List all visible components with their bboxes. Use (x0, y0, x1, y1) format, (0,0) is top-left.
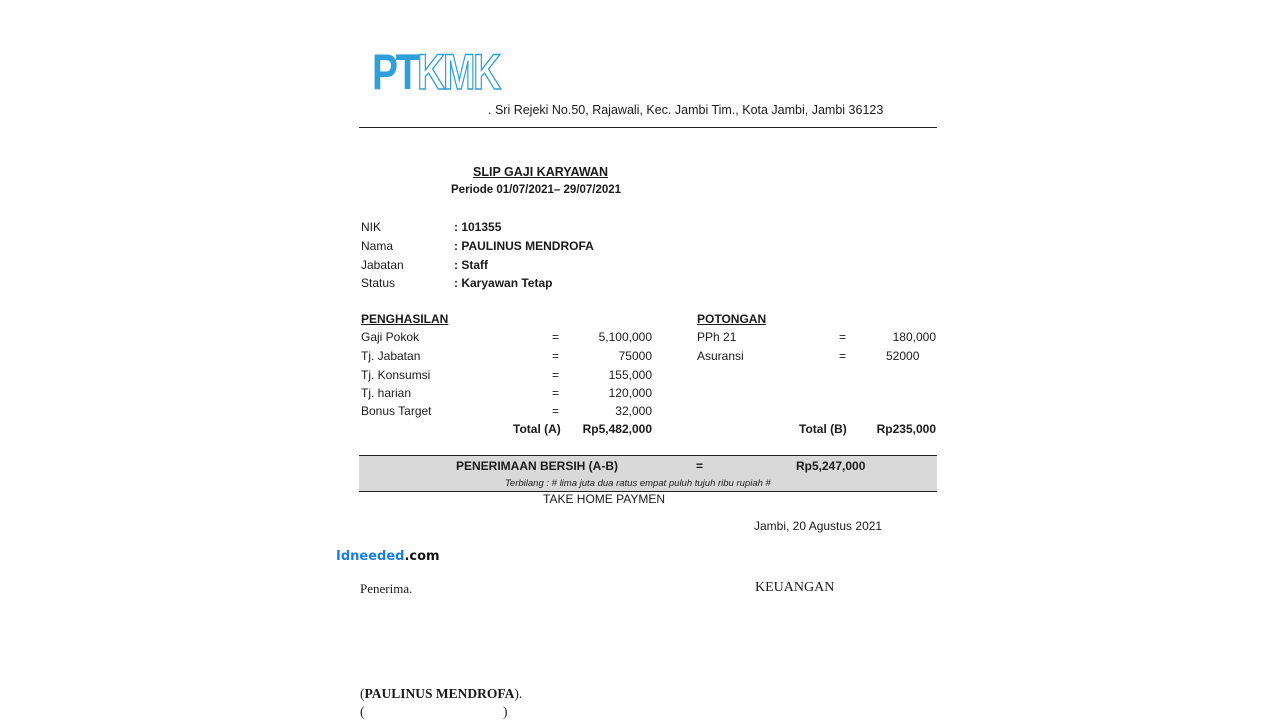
income-eq: = (552, 349, 560, 363)
income-heading: PENGHASILAN (361, 312, 449, 326)
watermark-blue: Idneeded (336, 549, 405, 564)
jabatan-label: Jabatan (361, 258, 404, 272)
income-total-value: Rp5,482,000 (582, 422, 652, 436)
receiver-label: Penerima. (360, 581, 413, 596)
income-value: 75000 (618, 349, 652, 363)
nama-label: Nama (361, 239, 394, 253)
income-eq: = (552, 368, 560, 382)
income-eq: = (552, 386, 560, 400)
deduction-value: 180,000 (892, 330, 936, 344)
income-value: 32,000 (615, 404, 652, 418)
receiver-name (360, 686, 522, 702)
deduction-label: Asuransi (697, 349, 744, 363)
paren-close: ). (514, 686, 523, 701)
deductions-total-value: Rp235,000 (876, 422, 936, 436)
status-value: : Karyawan Tetap (454, 276, 553, 290)
income-label: Gaji Pokok (361, 330, 420, 344)
company-address: . Sri Rejeki No.50, Rajawali, Kec. Jambi Tim., Kota Jambi, Jambi 36123 (488, 103, 884, 117)
income-total-label: Total (A) (513, 422, 561, 436)
logo-text-kmk: KMK (417, 44, 499, 100)
income-label: Tj. Konsumsi (361, 368, 431, 382)
income-value: 155,000 (608, 368, 652, 382)
deductions-heading: POTONGAN (697, 312, 767, 326)
income-label: Tj. harian (361, 386, 412, 400)
jabatan-value: : Staff (454, 258, 488, 272)
blank-line-close: ) (503, 704, 508, 719)
nik-label: NIK (361, 220, 382, 234)
logo-text-pt: PT (372, 44, 418, 100)
slip-title: SLIP GAJI KARYAWAN (473, 165, 608, 179)
income-eq: = (552, 404, 560, 418)
blank-line-open: ( (360, 704, 365, 719)
income-label: Bonus Target (361, 404, 432, 418)
nama-value: : PAULINUS MENDROFA (454, 239, 594, 253)
income-label: Tj. Jabatan (361, 349, 421, 363)
income-eq: = (552, 330, 560, 344)
status-label: Status (361, 276, 396, 290)
income-value: 5,100,000 (598, 330, 652, 344)
place-date: Jambi, 20 Agustus 2021 (754, 519, 883, 533)
finance-label: KEUANGAN (755, 580, 835, 595)
deduction-eq: = (839, 349, 847, 363)
company-logo (372, 44, 499, 100)
receiver-name-text: PAULINUS MENDROFA (364, 686, 515, 701)
net-pay-label: PENERIMAAN BERSIH (A-B) (456, 459, 618, 473)
net-pay-eq: = (696, 459, 704, 473)
watermark (336, 549, 440, 564)
deduction-eq: = (839, 330, 847, 344)
deductions-total-label: Total (B) (799, 422, 847, 436)
watermark-dark: .com (404, 549, 440, 564)
terbilang-text: Terbilang : # lima juta dua ratus empat puluh tujuh ribu rupiah # (505, 478, 771, 489)
deduction-value: 52000 (886, 349, 920, 363)
deduction-label: PPh 21 (697, 330, 737, 344)
slip-period: Periode 01/07/2021– 29/07/2021 (451, 184, 622, 196)
nik-value: : 101355 (454, 220, 502, 234)
income-value: 120,000 (608, 386, 652, 400)
net-pay-value: Rp5,247,000 (796, 459, 866, 473)
header-divider (359, 127, 937, 128)
take-home-label: TAKE HOME PAYMEN (543, 492, 666, 506)
paren-open: ( (360, 686, 365, 701)
